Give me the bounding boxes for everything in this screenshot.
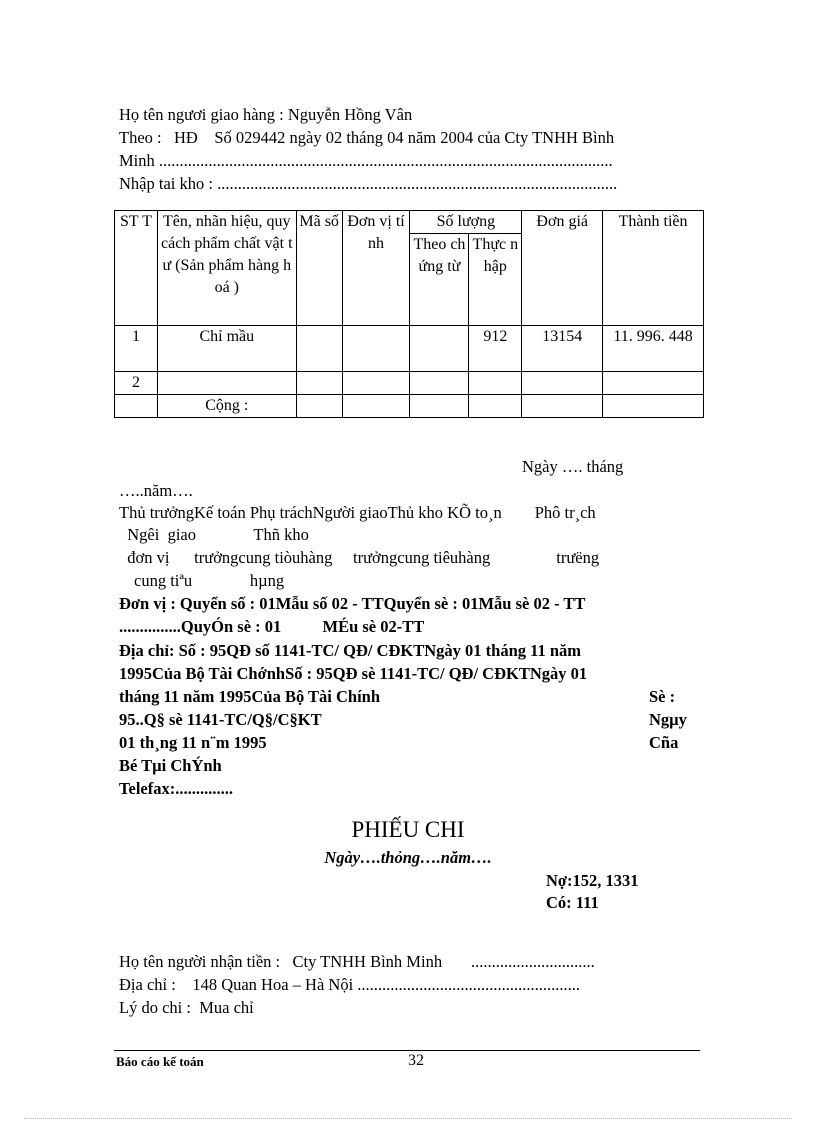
header-qty-doc: Theo chứng từ <box>410 234 469 326</box>
date-line: Ngày …. tháng <box>522 457 624 476</box>
page-number: 32 <box>408 1052 424 1069</box>
header-name: Tên, nhãn hiệu, quy cách phẩm chất vật tư (Sản phẩm hàng hoá ) <box>157 211 296 326</box>
cell-unit <box>342 326 410 372</box>
footer-label: Báo cáo kế toán <box>116 1054 204 1069</box>
reason-line: Lý do chi : Mua chỉ <box>119 998 254 1017</box>
signature-row-3: đơn vị trưởngcung tiòuhàng trưởngcung tiêuhàng trưëng <box>119 548 600 567</box>
decision-line-cont: tháng 11 năm 1995Của Bộ Tài Chính <box>119 687 381 706</box>
warehouse-line: Nhập tai kho : ................................................................................................. <box>119 174 618 193</box>
receiver-line: Họ tên người nhận tiền : Cty TNHH Bình Minh .............................. <box>119 952 595 971</box>
voucher-title: PHIẾU CHI <box>351 817 465 842</box>
cell-qty-real: 912 <box>469 326 522 372</box>
header-quantity: Số lượng <box>410 211 522 234</box>
reference-line: Theo : HĐ Số 029442 ngày 02 tháng 04 năm 2004 của Cty TNHH Bình <box>119 128 615 147</box>
date-line-cont: …..năm…. <box>119 481 193 500</box>
cell-code <box>296 372 342 395</box>
decision-right-1: Sè : <box>649 687 676 706</box>
cell-amount: 11. 996. 448 <box>603 326 704 372</box>
deliverer-line: Họ tên ngươi giao hàng : Nguyễn Hồng Vân <box>119 105 413 124</box>
cell-stt: 2 <box>115 372 158 395</box>
header-unit: Đơn vị tính <box>342 211 410 326</box>
header-amount: Thành tiền <box>603 211 704 326</box>
page-edge <box>24 1118 792 1119</box>
telefax-line: Telefax:.............. <box>119 779 233 798</box>
reference-line-cont: Minh .............................................................................................................. <box>119 151 613 170</box>
receiver-address-line: Địa chỉ : 148 Quan Hoa – Hà Nội ...................................................... <box>119 975 581 994</box>
total-row <box>115 395 704 418</box>
credit-account: Có: 111 <box>546 893 599 912</box>
cell-qty-doc <box>410 372 469 395</box>
cell-name: Chỉ mầu <box>157 326 296 372</box>
table-row <box>115 326 704 372</box>
cell-amount <box>603 372 704 395</box>
table-row <box>115 372 704 395</box>
decision-line: 1995Của Bộ Tài ChớnhSố : 95QĐ sè 1141-TC/ QĐ/ CĐKTNgày 01 <box>119 664 588 683</box>
decision-right-2: Ngµy <box>649 710 687 729</box>
header-price: Đơn giá <box>522 211 603 326</box>
header-code: Mã số <box>296 211 342 326</box>
book-line: ...............QuyÓn sè : 01 MÉu sè 02-TT <box>119 617 425 636</box>
voucher-date: Ngày….thỏng….năm…. <box>324 848 492 867</box>
cell-price <box>522 372 603 395</box>
footer-divider <box>114 1050 700 1051</box>
decision-line-3: 01 th¸ng 11 n¨m 1995 <box>119 733 267 752</box>
total-label: Cộng : <box>157 395 296 418</box>
cell-unit <box>342 372 410 395</box>
decision-line-2: 95..Q§ sè 1141-TC/Q§/C§KT <box>119 710 322 729</box>
unit-line: Đơn vị : Quyển số : 01Mẫu số 02 - TTQuyển sè : 01Mẫu sè 02 - TT <box>119 594 586 613</box>
header-qty-real: Thực nhập <box>469 234 522 326</box>
ministry-line: Bé Tµi ChÝnh <box>119 756 222 775</box>
decision-right-3: Cña <box>649 733 679 752</box>
cell-code <box>296 326 342 372</box>
cell-qty-real <box>469 372 522 395</box>
cell-price: 13154 <box>522 326 603 372</box>
cell-qty-doc <box>410 326 469 372</box>
goods-table <box>114 210 704 418</box>
cell-stt: 1 <box>115 326 158 372</box>
signature-row-4: cung tiªu hµng <box>134 571 285 590</box>
debit-account: Nợ:152, 1331 <box>546 871 639 890</box>
signature-row-2: Ngêi giao Thñ kho <box>119 525 309 544</box>
signature-row-1: Thủ trưởngKế toán Phụ tráchNgười giaoThủ kho KÕ to¸n Phô tr¸ch <box>119 503 596 522</box>
cell-name <box>157 372 296 395</box>
header-stt: ST T <box>115 211 158 326</box>
address-line: Địa chỉ: Số : 95QĐ số 1141-TC/ QĐ/ CĐKTNgày 01 tháng 11 năm <box>119 641 582 660</box>
